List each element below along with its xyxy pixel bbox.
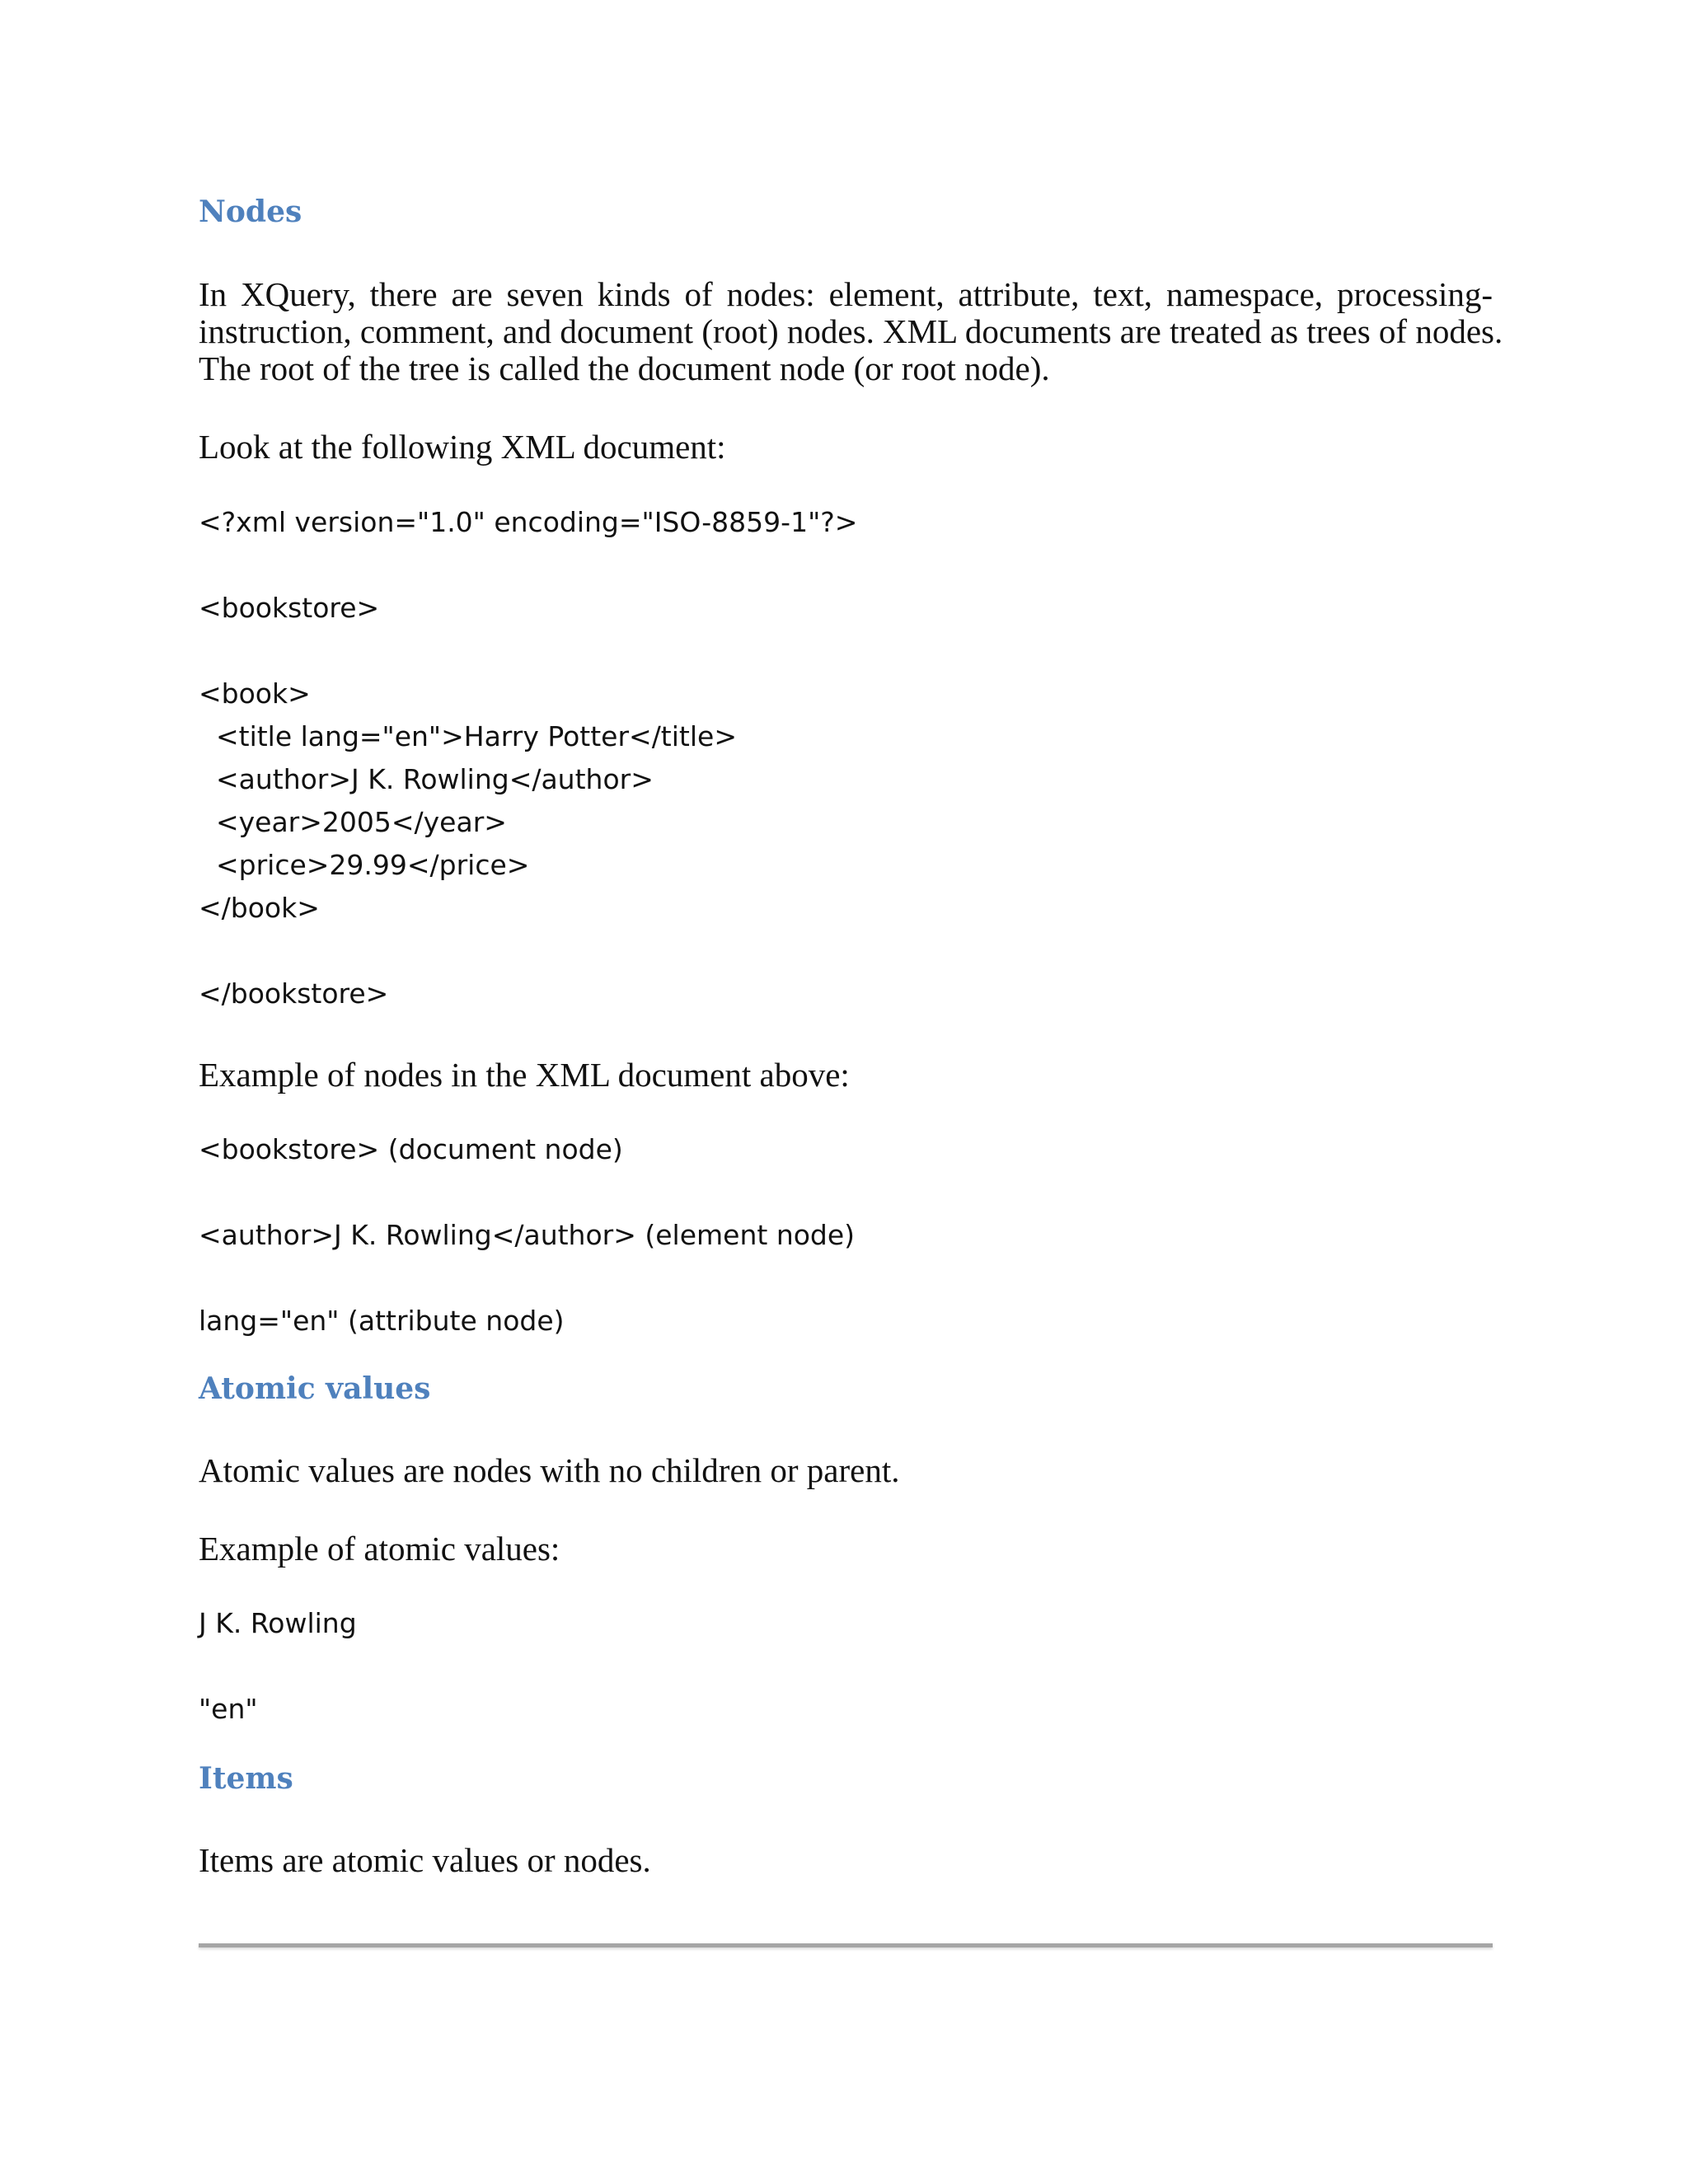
atomic-example-text: Example of atomic values:	[199, 1530, 560, 1568]
atomic-example-line: J K. Rowling	[199, 1607, 357, 1639]
nodes-intro-line: In XQuery, there are seven kinds of nodes: element, attribute, text, namespace, processing-	[199, 275, 1493, 313]
heading-items: Items	[199, 1761, 293, 1796]
xml-line-author: <author>J K. Rowling</author>	[199, 763, 654, 795]
xml-line-title: <title lang="en">Harry Potter</title>	[199, 720, 737, 752]
example-nodes-text: Example of nodes in the XML document above:	[199, 1056, 850, 1094]
xml-line-year: <year>2005</year>	[199, 806, 507, 838]
xml-line-declaration: <?xml version="1.0" encoding="ISO-8859-1"?>	[199, 506, 858, 538]
footer-divider	[199, 1943, 1493, 1947]
look-at-text: Look at the following XML document:	[199, 428, 726, 466]
example-node-line: <bookstore> (document node)	[199, 1133, 623, 1165]
xml-line-book-open: <book>	[199, 677, 311, 710]
xml-line-bookstore-close: </bookstore>	[199, 977, 389, 1010]
nodes-intro-line: instruction, comment, and document (root) nodes. XML documents are treated as trees of nodes.	[199, 312, 1503, 350]
xml-line-bookstore-open: <bookstore>	[199, 592, 380, 624]
xml-line-price: <price>29.99</price>	[199, 849, 530, 881]
atomic-example-line: "en"	[199, 1693, 258, 1725]
xml-line-book-close: </book>	[199, 892, 320, 924]
nodes-intro-paragraph	[199, 275, 1503, 387]
example-node-line: <author>J K. Rowling</author> (element node)	[199, 1219, 856, 1251]
atomic-definition-text: Atomic values are nodes with no children or parent.	[199, 1451, 900, 1489]
heading-atomic-values: Atomic values	[199, 1371, 431, 1406]
items-definition-text: Items are atomic values or nodes.	[199, 1841, 651, 1879]
heading-nodes: Nodes	[199, 194, 302, 229]
example-node-line: lang="en" (attribute node)	[199, 1305, 565, 1337]
nodes-intro-line: The root of the tree is called the document node (or root node).	[199, 349, 1050, 387]
